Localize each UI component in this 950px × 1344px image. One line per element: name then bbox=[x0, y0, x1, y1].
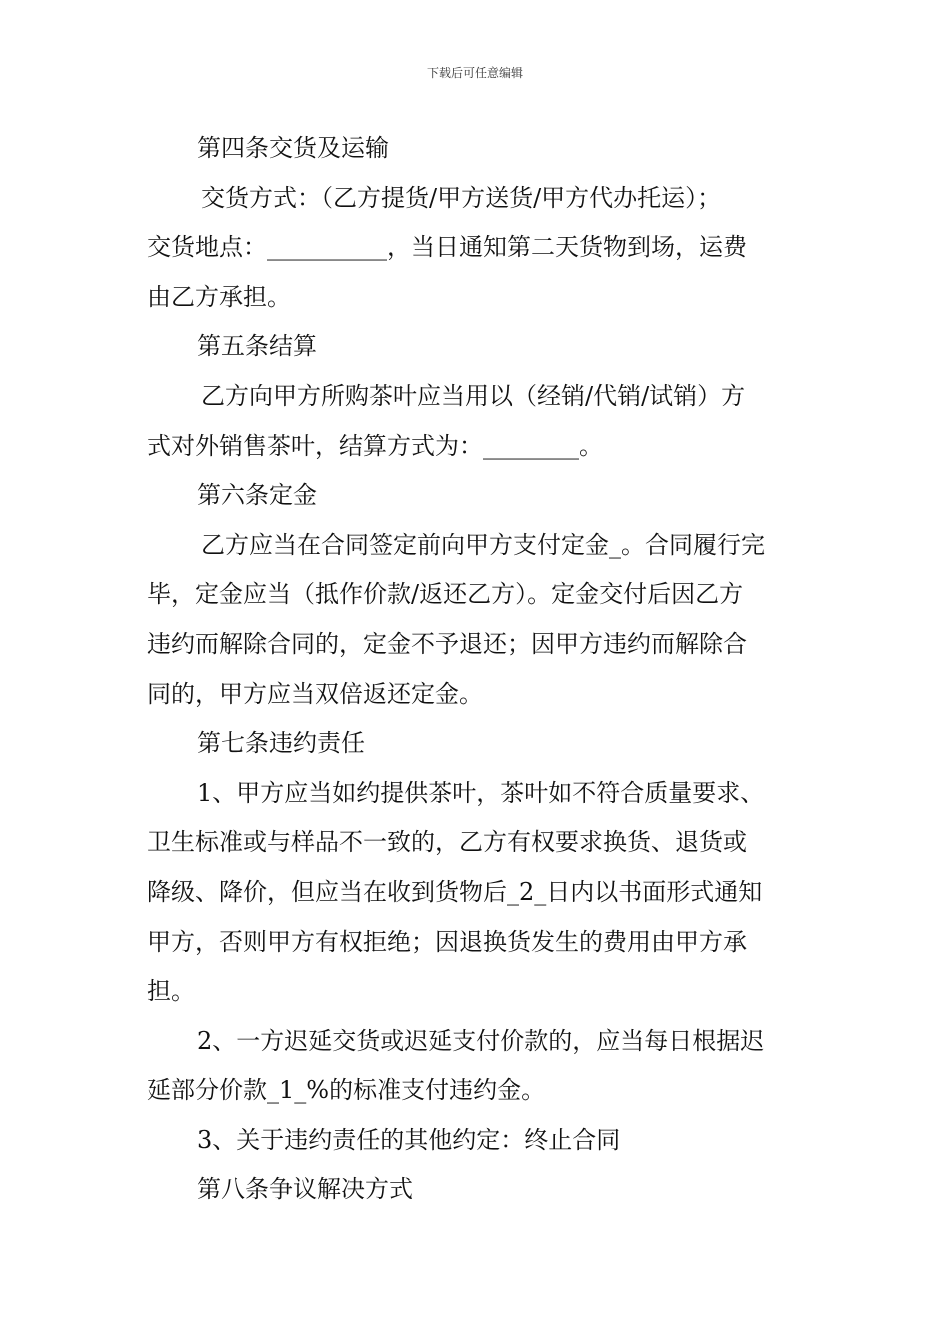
paragraph-line: 3、关于违约责任的其他约定：终止合同 bbox=[197, 1125, 621, 1154]
paragraph-line: 交货地点：__________，当日通知第二天货物到场，运费 bbox=[147, 233, 747, 262]
paragraph-line: 式对外销售茶叶，结算方式为：________。 bbox=[147, 431, 603, 460]
paragraph-line: 乙方应当在合同签定前向甲方支付定金_。合同履行完 bbox=[201, 530, 765, 559]
header-note: 下载后可任意编辑 bbox=[426, 66, 523, 80]
paragraph-line: 1、甲方应当如约提供茶叶，茶叶如不符合质量要求、 bbox=[197, 778, 765, 807]
paragraph-line: 由乙方承担。 bbox=[147, 282, 291, 311]
paragraph-line: 毕，定金应当（抵作价款/返还乙方）。定金交付后因乙方 bbox=[147, 580, 744, 609]
paragraph-line: 延部分价款_1_%的标准支付违约金。 bbox=[147, 1076, 546, 1105]
document-body bbox=[147, 124, 810, 1215]
paragraph-line: 违约而解除合同的，定金不予退还；因甲方违约而解除合 bbox=[147, 629, 747, 658]
paragraph-line: 卫生标准或与样品不一致的，乙方有权要求换货、退货或 bbox=[147, 828, 747, 857]
paragraph-line: 甲方，否则甲方有权拒绝；因退换货发生的费用由甲方承 bbox=[147, 927, 747, 956]
paragraph-line: 同的，甲方应当双倍返还定金。 bbox=[147, 679, 483, 708]
article-4-heading: 第四条交货及运输 bbox=[197, 134, 389, 162]
article-7-heading: 第七条违约责任 bbox=[197, 729, 365, 758]
article-6-heading: 第六条定金 bbox=[197, 481, 317, 510]
paragraph-line: 交货方式：（乙方提货/甲方送货/甲方代办托运）； bbox=[201, 183, 722, 212]
paragraph-line: 担。 bbox=[147, 977, 195, 1006]
article-5-heading: 第五条结算 bbox=[197, 332, 317, 361]
paragraph-line: 2、一方迟延交货或迟延支付价款的，应当每日根据迟 bbox=[197, 1026, 765, 1055]
paragraph-line: 降级、降价，但应当在收到货物后_2_日内以书面形式通知 bbox=[147, 877, 763, 906]
article-8-heading: 第八条争议解决方式 bbox=[197, 1175, 413, 1204]
paragraph-line: 乙方向甲方所购茶叶应当用以（经销/代销/试销）方 bbox=[201, 381, 746, 410]
